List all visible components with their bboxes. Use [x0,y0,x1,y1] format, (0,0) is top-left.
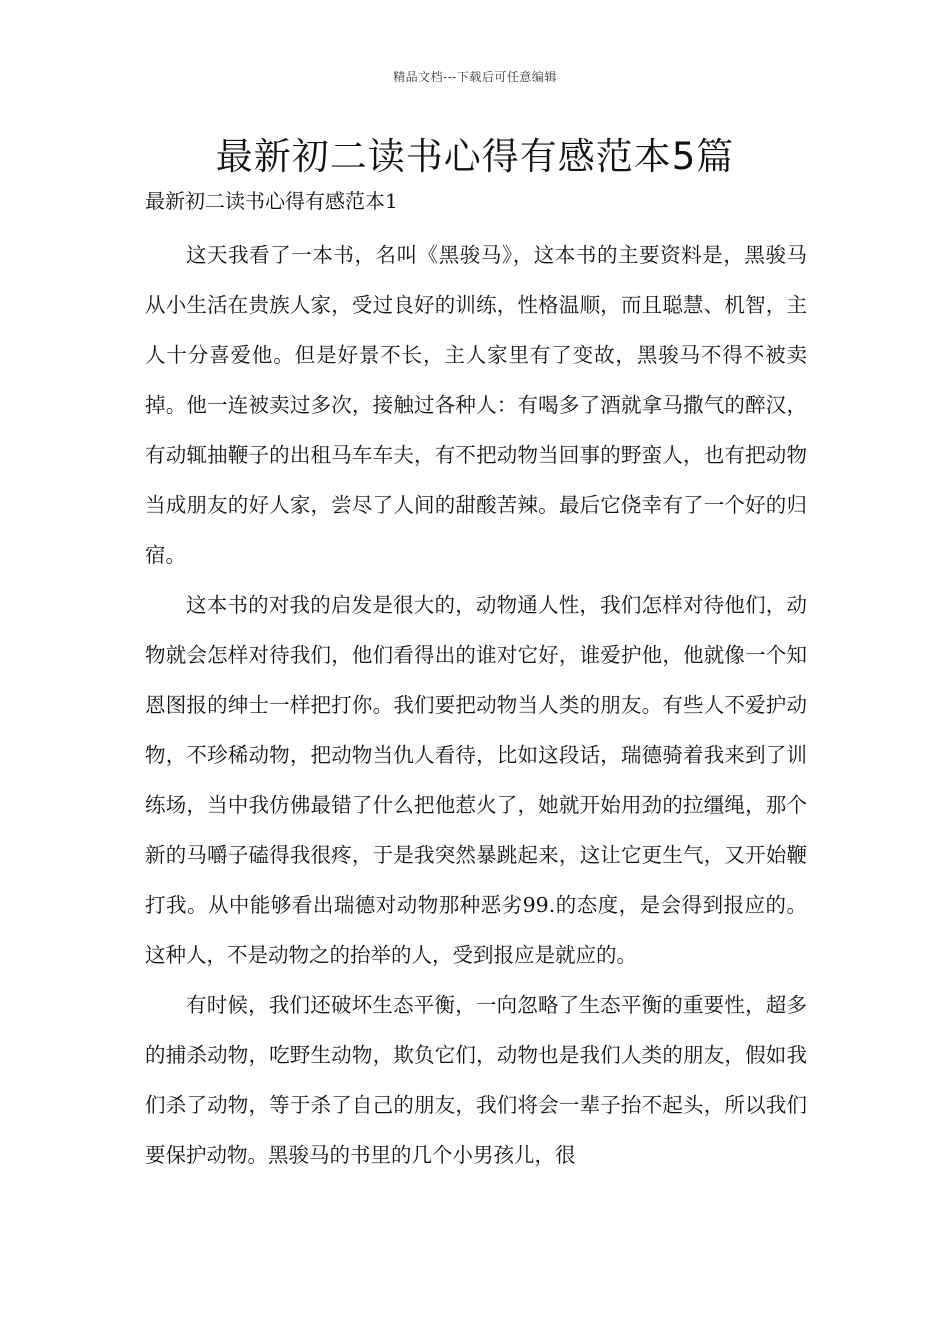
header-note: 精品文档---下载后可任意编辑 [393,70,557,84]
section-title: 最新初二读书心得有感范本1 [145,189,398,213]
paragraph-3: 有时候，我们还破坏生态平衡，一向忽略了生态平衡的重要性，超多的捕杀动物，吃野生动物，欺负它们，动物也是我们人类的朋友，假如我们杀了动物，等于杀了自己的朋友，我们将会一辈子抬不起头，所以我们要保护动物。黑骏马的书里的几个小男孩儿，很 [145,993,807,1167]
document-body [145,230,807,1180]
paragraph-1: 这天我看了一本书，名叫《黑骏马》，这本书的主要资料是，黑骏马从小生活在贵族人家，受过良好的训练，性格温顺，而且聪慧、机智，主人十分喜爱他。但是好景不长，主人家里有了变故，黑骏马不得不被卖掉。他一连被卖过多次，接触过各种人：有喝多了酒就拿马撒气的醉汉，有动辄抽鞭子的出租马车车夫，有不把动物当回事的野蛮人，也有把动物当成朋友的好人家，尝尽了人间的甜酸苦辣。最后它侥幸有了一个好的归宿。 [145,243,807,567]
paragraph-2: 这本书的对我的启发是很大的，动物通人性，我们怎样对待他们，动物就会怎样对待我们，他们看得出的谁对它好，谁爱护他，他就像一个知恩图报的绅士一样把打你。我们要把动物当人类的朋友。有些人不爱护动物，不珍稀动物，把动物当仇人看待，比如这段话，瑞德骑着我来到了训练场，当中我仿佛最错了什么把他惹火了，她就开始用劲的拉缰绳，那个新的马嚼子磕得我很疼，于是我突然暴跳起来，这让它更生气，又开始鞭打我。从中能够看出瑞德对动物那种恶劣99.的态度，是会得到报应的。这种人，不是动物之的抬举的人，受到报应是就应的。 [145,593,807,967]
document-title: 最新初二读书心得有感范本5篇 [215,135,735,178]
